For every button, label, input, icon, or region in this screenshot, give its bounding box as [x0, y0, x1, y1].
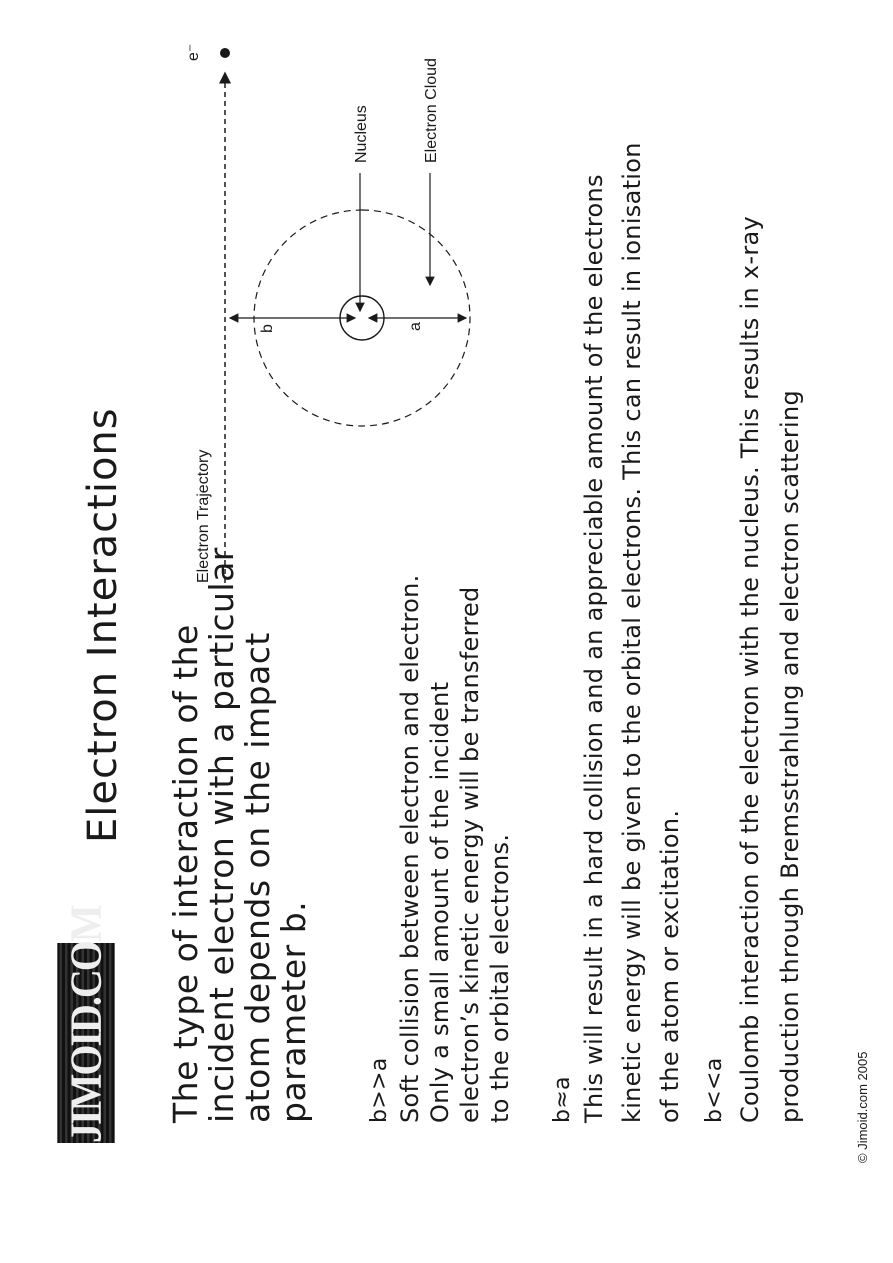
electron-label: e⁻: [185, 43, 202, 61]
copyright-notice: © Jimoid.com 2005: [855, 1051, 870, 1163]
case-label-soft: b>>a: [367, 1057, 392, 1123]
intro-paragraph: The type of interaction of the incident electron with a particular atom depends on the impact parameter b.: [166, 547, 313, 1123]
b-label: b: [259, 324, 276, 333]
jimoid-logo: JIMOID.COM: [57, 943, 114, 1143]
trajectory-label: Electron Trajectory: [195, 449, 212, 583]
case-label-hard: b≈a: [550, 1076, 575, 1123]
electron-dot: [220, 48, 230, 58]
page-title: Electron Interactions: [80, 407, 126, 843]
case-text-soft: Soft collision between electron and electron. Only a small amount of the incident electron’s kinetic energy will be transferred to the orbital electrons.: [396, 574, 514, 1123]
nucleus-label: Nucleus: [353, 105, 370, 163]
case-text-nucleus: Coulomb interaction of the electron with the nucleus. This results in x-ray production through Bremsstrahlung and electron scattering: [736, 215, 804, 1123]
cloud-label: Electron Cloud: [423, 58, 440, 163]
atom-diagram: [170, 3, 530, 603]
case-text-hard: This will result in a hard collision and an appreciable amount of the electrons kinetic energy will be given to the orbital electrons. This can result in ionisation of the atom or excitation.: [580, 142, 684, 1123]
case-label-nucleus: b<<a: [702, 1057, 727, 1123]
a-label: a: [407, 322, 424, 331]
